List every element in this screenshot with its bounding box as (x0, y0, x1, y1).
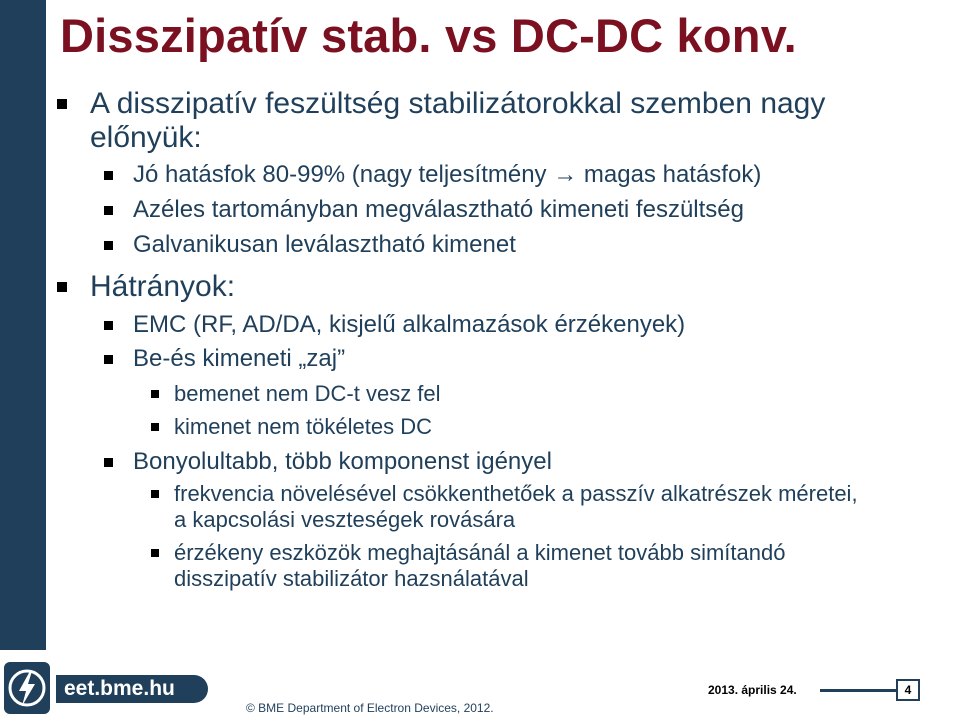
bullet-text: a kapcsolási veszteségek rovására (174, 507, 516, 532)
bullet-text: Hátrányok: (90, 270, 236, 303)
copyright-text: © BME Department of Electron Devices, 2012. (246, 701, 494, 715)
bullet-square-icon (104, 241, 113, 250)
bullet-text: kimenet nem tökéletes DC (174, 414, 432, 439)
sub-bullet-emc (133, 311, 685, 339)
bullet-square-icon (104, 458, 113, 467)
bullet-text: érzékeny eszközök meghajtásánál a kimenet tovább simítandó (174, 540, 786, 565)
bullet-text: frekvencia növelésével csökkenthetőek a passzív alkatrészek méretei, (174, 481, 858, 506)
slide-footer (0, 650, 960, 720)
sub-sub-bullet-output (174, 414, 432, 440)
sub-sub-bullet-input (174, 381, 441, 407)
bullet-text: disszipatív stabilizátor hazsnálatával (174, 566, 529, 591)
bullet-square-icon (57, 99, 67, 109)
bullet-square-icon (151, 549, 159, 557)
bullet-square-icon (151, 490, 159, 498)
sub-sub-bullet-frequency (174, 481, 858, 507)
slide-title: Disszipatív stab. vs DC-DC konv. (60, 9, 797, 62)
bullet-text: Be-és kimeneti „zaj” (133, 345, 346, 372)
sub-bullet-noise (133, 345, 345, 373)
bullet-advantages-cont (90, 120, 202, 155)
sub-bullet-complexity (133, 448, 552, 476)
bullet-text: Bonyolultabb, több komponenst igényel (133, 448, 552, 475)
bullet-square-icon (104, 321, 113, 330)
bullet-advantages (90, 86, 825, 121)
sub-bullet-efficiency (133, 161, 761, 189)
bullet-text: Azéles tartományban megválasztható kimeneti feszültség (133, 196, 744, 223)
sub-sub-bullet-sensitive (174, 540, 785, 566)
sub-sub-bullet-sensitive-cont (174, 566, 529, 592)
bullet-text: Jó hatásfok 80-99% (nagy teljesítmény → magas hatásfok) (133, 161, 762, 188)
bullet-text: előnyük: (90, 121, 202, 154)
bullet-text: EMC (RF, AD/DA, kisjelű alkalmazások érzékenyek) (133, 311, 686, 338)
bme-eet-logo-icon (4, 662, 50, 714)
bullet-square-icon (57, 282, 67, 292)
bullet-square-icon (104, 171, 113, 180)
bullet-text: Galvanikusan leválasztható kimenet (133, 231, 516, 258)
site-link[interactable]: eet.bme.hu (56, 675, 208, 703)
footer-divider (820, 689, 896, 692)
bullet-text: bemenet nem DC-t vesz fel (174, 381, 441, 406)
bullet-disadvantages (90, 269, 235, 304)
bullet-square-icon (104, 206, 113, 215)
bullet-text: A disszipatív feszültség stabilizátorokkal szemben nagy (90, 87, 826, 120)
sub-sub-bullet-frequency-cont (174, 507, 515, 533)
sub-bullet-galvanic (133, 231, 516, 259)
sub-bullet-range (133, 196, 744, 224)
bullet-square-icon (151, 390, 159, 398)
bullet-square-icon (151, 423, 159, 431)
slide-date: 2013. április 24. (708, 683, 797, 697)
bullet-square-icon (104, 355, 113, 364)
page-number: 4 (896, 679, 920, 701)
